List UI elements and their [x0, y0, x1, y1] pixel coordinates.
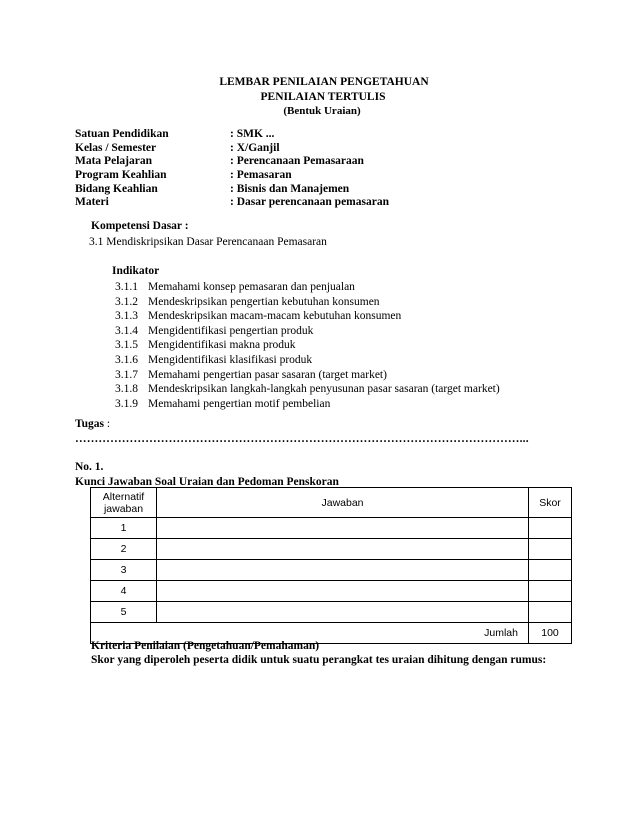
indikator-number: 3.1.3	[115, 310, 138, 323]
indikator-number: 3.1.4	[115, 324, 138, 337]
kompetensi-dasar-heading: Kompetensi Dasar :	[91, 220, 189, 232]
indikator-text: Mendeskripsikan pengertian kebutuhan konsumen	[148, 295, 380, 308]
header-alternatif-line2: jawaban	[103, 502, 144, 515]
tugas-answer-line: ……………………………………………………………………………………………………...	[75, 433, 529, 445]
row-number: 5	[91, 602, 157, 623]
info-label: Satuan Pendidikan	[75, 128, 169, 140]
header-skor: Skor	[529, 488, 572, 518]
answer-cell	[157, 518, 529, 539]
info-value: : Dasar perencanaan pemasaran	[230, 196, 389, 209]
score-cell	[529, 518, 572, 539]
table-row	[91, 518, 572, 539]
indikator-text: Mengidentifikasi pengertian produk	[148, 324, 314, 337]
indikator-heading: Indikator	[112, 265, 160, 277]
info-label: Bidang Keahlian	[75, 182, 158, 195]
answer-cell	[157, 539, 529, 560]
info-value: : X/Ganjil	[230, 141, 280, 154]
indikator-number: 3.1.1	[115, 281, 138, 293]
indikator-number: 3.1.7	[115, 368, 138, 381]
answer-key-table	[90, 487, 572, 644]
indikator-number: 3.1.2	[115, 295, 138, 308]
indikator-number: 3.1.8	[115, 383, 138, 396]
kompetensi-dasar-text: 3.1 Mendiskripsikan Dasar Perencanaan Pemasaran	[89, 236, 327, 248]
info-label: Mata Pelajaran	[75, 155, 152, 168]
row-number: 4	[91, 581, 157, 602]
indikator-text: Memahami pengertian pasar sasaran (target market)	[148, 368, 387, 381]
indikator-number: 3.1.6	[115, 353, 138, 366]
answer-cell	[157, 581, 529, 602]
row-number: 1	[91, 518, 157, 539]
table-row	[91, 581, 572, 602]
info-label: Program Keahlian	[75, 169, 167, 182]
indikator-text: Mengidentifikasi klasifikasi produk	[148, 353, 313, 366]
indikator-number: 3.1.5	[115, 339, 138, 352]
header-jawaban: Jawaban	[157, 488, 529, 518]
total-label: Jumlah	[91, 623, 529, 644]
info-value: : Perencanaan Pemasaraan	[230, 155, 364, 168]
question-number: No. 1.	[75, 461, 104, 473]
row-number: 3	[91, 560, 157, 581]
indikator-text: Memahami konsep pemasaran dan penjualan	[148, 281, 355, 293]
kriteria-text: Skor yang diperoleh peserta didik untuk suatu perangkat tes uraian dihitung dengan rumus:	[91, 654, 547, 666]
document-title: LEMBAR PENILAIAN PENGETAHUAN	[219, 76, 429, 88]
tugas-label: Tugas	[75, 418, 104, 430]
answer-key-title: Kunci Jawaban Soal Uraian dan Pedoman Penskoran	[75, 476, 339, 488]
info-value: : Bisnis dan Manajemen	[230, 182, 350, 195]
row-number: 2	[91, 539, 157, 560]
document-subtitle: PENILAIAN TERTULIS	[260, 91, 386, 103]
indikator-text: Mendeskripsikan macam-macam kebutuhan konsumen	[148, 310, 402, 323]
answer-cell	[157, 560, 529, 581]
header-alternatif-line1: Alternatif	[102, 490, 145, 503]
total-value: 100	[529, 623, 572, 644]
indikator-text: Mengidentifikasi makna produk	[148, 339, 296, 352]
kriteria-heading: Kriteria Penilaian (Pengetahuan/Pemahaman)	[91, 640, 320, 652]
indikator-number: 3.1.9	[115, 397, 138, 410]
score-cell	[529, 539, 572, 560]
indikator-text: Mendeskripsikan langkah-langkah penyusunan pasar sasaran (target market)	[148, 383, 500, 396]
table-row	[91, 539, 572, 560]
table-row	[91, 560, 572, 581]
info-value: : SMK ...	[230, 128, 275, 140]
document-form-type: (Bentuk Uraian)	[283, 105, 361, 117]
table-row	[91, 602, 572, 623]
indikator-text: Memahami pengertian motif pembelian	[148, 397, 331, 410]
tugas-label-line	[75, 418, 110, 430]
info-label: Materi	[75, 196, 109, 209]
info-label: Kelas / Semester	[75, 141, 157, 154]
header-alternatif	[91, 488, 157, 518]
info-value: : Pemasaran	[230, 169, 292, 182]
score-cell	[529, 602, 572, 623]
answer-cell	[157, 602, 529, 623]
table-header-row	[91, 488, 572, 518]
score-cell	[529, 560, 572, 581]
score-cell	[529, 581, 572, 602]
tugas-colon: :	[104, 418, 111, 430]
